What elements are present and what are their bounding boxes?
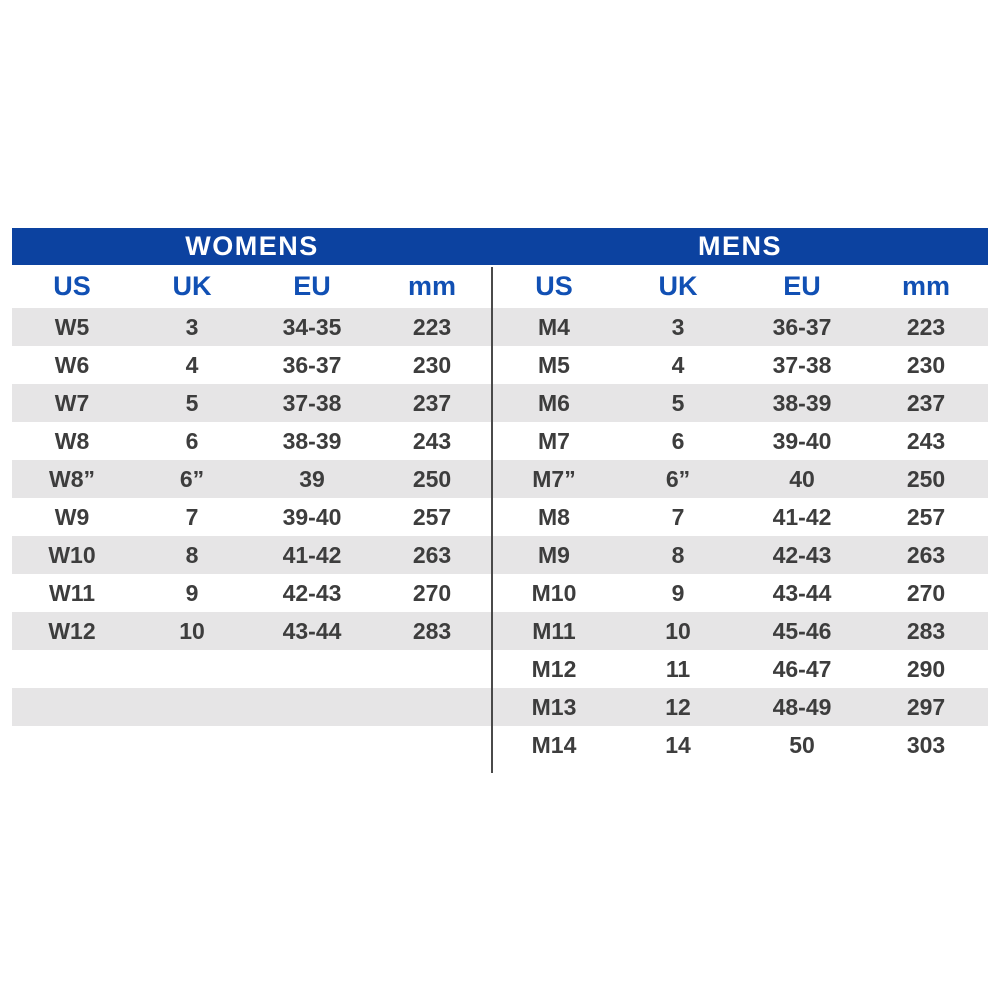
cell-us: W8 [54, 427, 90, 454]
table-row [492, 726, 988, 764]
cell-mm: 283 [412, 617, 452, 644]
cell-eu: 39-40 [772, 427, 832, 454]
cell-us: M7” [532, 465, 576, 492]
cell-uk: 8 [185, 541, 199, 568]
cell-mm: 270 [412, 579, 452, 606]
cell-eu: 37-38 [772, 351, 832, 378]
cell-mm: 263 [412, 541, 452, 568]
cell-eu: 36-37 [772, 313, 832, 340]
cell-eu: 37-38 [282, 389, 342, 416]
cell-eu: 42-43 [772, 541, 832, 568]
table-row [492, 384, 988, 422]
table-row [12, 498, 492, 536]
tables-container [12, 265, 988, 764]
table-row [12, 346, 492, 384]
cell-uk: 10 [665, 617, 691, 644]
column-header-eu: EU [293, 271, 331, 301]
cell-mm: 223 [906, 313, 946, 340]
vertical-divider [491, 267, 493, 773]
empty-row [12, 688, 492, 726]
cell-uk: 10 [179, 617, 205, 644]
table-row [12, 460, 492, 498]
cell-eu [252, 650, 372, 688]
cell-eu [252, 688, 372, 726]
cell-us: M7 [538, 427, 570, 454]
cell-us: M11 [532, 617, 576, 644]
cell-mm: 290 [906, 655, 946, 682]
cell-us: M4 [538, 313, 570, 340]
cell-mm [372, 688, 492, 726]
cell-eu: 42-43 [282, 579, 342, 606]
empty-row [12, 650, 492, 688]
cell-mm: 257 [412, 503, 452, 530]
column-header-row [12, 265, 492, 308]
cell-eu: 41-42 [772, 503, 832, 530]
cell-eu: 46-47 [772, 655, 832, 682]
cell-uk: 5 [671, 389, 685, 416]
table-row [492, 460, 988, 498]
table-row [492, 574, 988, 612]
section-header-bar [12, 228, 988, 265]
table-row [12, 536, 492, 574]
table-row [492, 650, 988, 688]
cell-uk: 3 [671, 313, 685, 340]
cell-us: W6 [54, 351, 90, 378]
cell-eu: 39 [299, 465, 325, 492]
cell-mm: 237 [906, 389, 946, 416]
cell-us: M14 [531, 731, 577, 758]
cell-us: M13 [531, 693, 577, 720]
cell-mm: 223 [412, 313, 452, 340]
cell-uk: 9 [671, 579, 685, 606]
womens-table [12, 265, 492, 764]
cell-mm: 250 [412, 465, 452, 492]
cell-uk [132, 688, 252, 726]
cell-uk: 6” [179, 465, 205, 492]
cell-uk: 11 [665, 655, 691, 682]
cell-uk: 6 [671, 427, 685, 454]
cell-mm: 283 [906, 617, 946, 644]
cell-uk: 8 [671, 541, 685, 568]
table-row [492, 612, 988, 650]
cell-uk: 6” [665, 465, 691, 492]
table-row [492, 422, 988, 460]
cell-us [12, 650, 132, 688]
cell-mm: 257 [906, 503, 946, 530]
cell-uk: 7 [671, 503, 685, 530]
table-row [492, 498, 988, 536]
cell-uk [132, 650, 252, 688]
mens-table [492, 265, 988, 764]
cell-us: W10 [48, 541, 96, 568]
cell-uk: 3 [185, 313, 199, 340]
column-header-mm: mm [901, 271, 950, 301]
cell-us: M12 [531, 655, 577, 682]
cell-uk: 12 [665, 693, 691, 720]
cell-us: W7 [54, 389, 90, 416]
cell-mm: 270 [906, 579, 946, 606]
cell-mm: 237 [412, 389, 452, 416]
size-chart [12, 228, 988, 764]
cell-eu: 50 [789, 731, 815, 758]
cell-mm: 243 [412, 427, 452, 454]
cell-us: W5 [54, 313, 90, 340]
womens-section-title: WOMENS [185, 231, 319, 261]
column-header-uk: UK [658, 271, 698, 301]
cell-us: W11 [48, 579, 96, 606]
cell-eu: 39-40 [282, 503, 342, 530]
cell-eu: 45-46 [772, 617, 832, 644]
cell-eu: 36-37 [282, 351, 342, 378]
table-row [12, 612, 492, 650]
cell-us: M8 [538, 503, 570, 530]
cell-us: W8” [49, 465, 95, 492]
cell-us [12, 688, 132, 726]
table-row [492, 688, 988, 726]
cell-us: W9 [54, 503, 90, 530]
column-header-row [492, 265, 988, 308]
column-header-eu: EU [783, 271, 821, 301]
cell-us: M9 [538, 541, 570, 568]
mens-section-title: MENS [697, 231, 782, 261]
cell-us: M10 [531, 579, 577, 606]
table-row [12, 574, 492, 612]
cell-eu: 43-44 [282, 617, 342, 644]
cell-mm: 250 [906, 465, 946, 492]
cell-mm: 263 [906, 541, 946, 568]
table-row [492, 346, 988, 384]
column-header-us: US [535, 271, 573, 301]
table-row [12, 384, 492, 422]
cell-us: M6 [538, 389, 570, 416]
cell-mm: 230 [412, 351, 452, 378]
cell-mm [372, 650, 492, 688]
cell-eu: 43-44 [772, 579, 832, 606]
cell-mm: 303 [906, 731, 946, 758]
cell-mm: 297 [906, 693, 946, 720]
cell-eu: 48-49 [772, 693, 832, 720]
cell-us: W12 [48, 617, 96, 644]
cell-mm: 243 [906, 427, 946, 454]
cell-uk: 5 [185, 389, 199, 416]
column-header-uk: UK [172, 271, 212, 301]
cell-us: M5 [538, 351, 570, 378]
table-row [12, 308, 492, 346]
cell-eu: 41-42 [282, 541, 342, 568]
cell-eu: 38-39 [772, 389, 832, 416]
table-row [12, 422, 492, 460]
cell-eu: 34-35 [282, 313, 342, 340]
table-row [492, 536, 988, 574]
cell-uk: 6 [185, 427, 199, 454]
cell-eu: 40 [789, 465, 815, 492]
cell-uk: 4 [185, 351, 199, 378]
cell-uk: 4 [671, 351, 685, 378]
column-header-mm: mm [407, 271, 456, 301]
cell-uk: 9 [185, 579, 199, 606]
cell-uk: 14 [665, 731, 691, 758]
column-header-us: US [53, 271, 91, 301]
cell-mm: 230 [906, 351, 946, 378]
table-row [492, 308, 988, 346]
cell-eu: 38-39 [282, 427, 342, 454]
cell-uk: 7 [185, 503, 199, 530]
